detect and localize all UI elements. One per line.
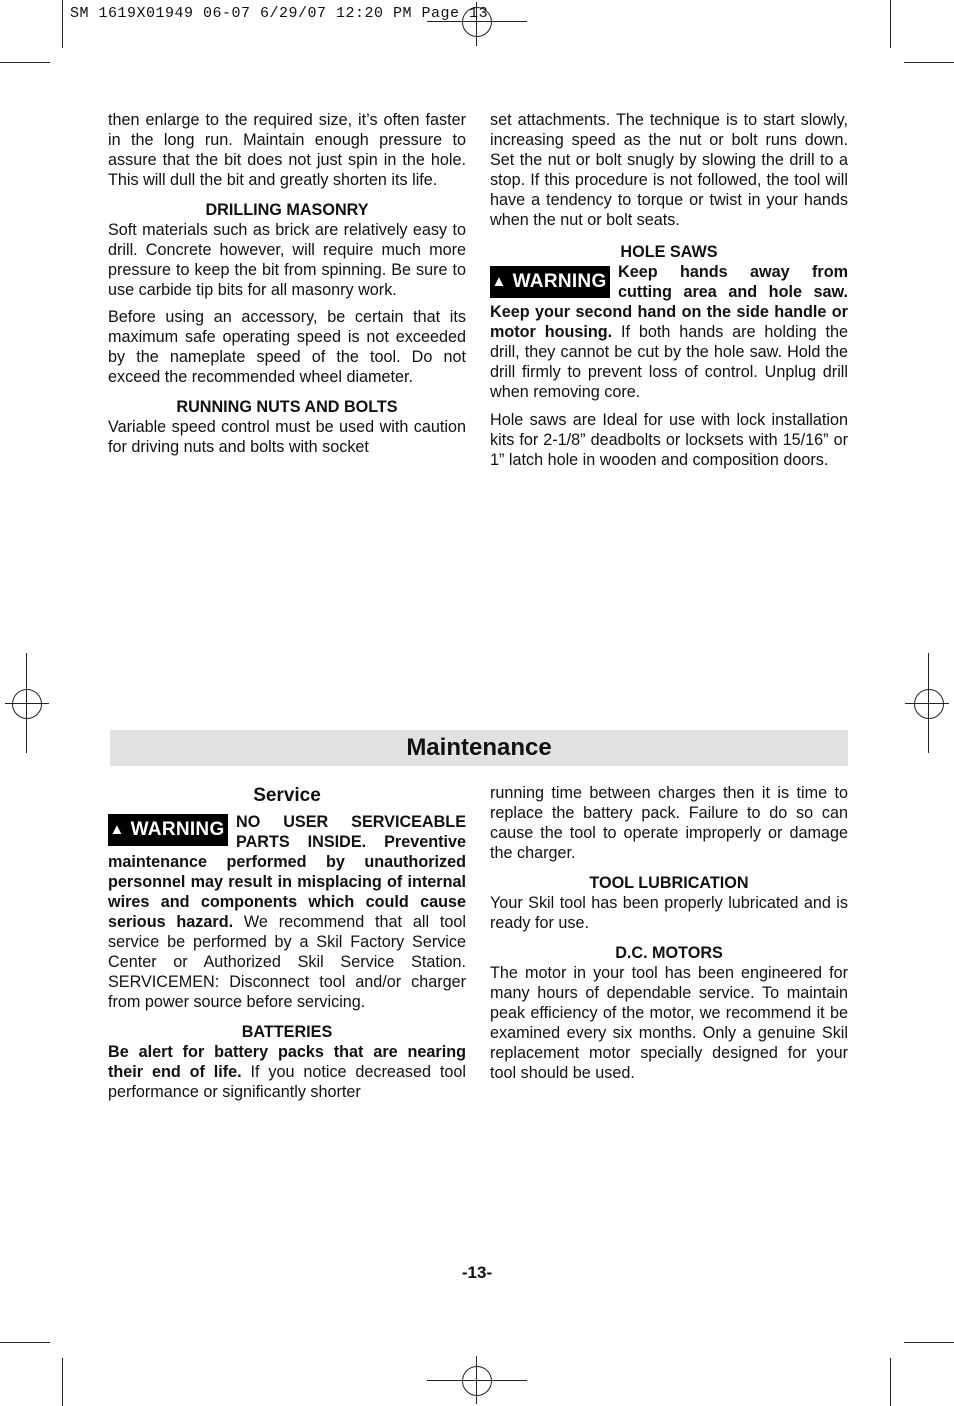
- dc-motors-paragraph: The motor in your tool has been engineered for many hours of dependable service. To maintain peak efficiency of the motor, we recommend it be examined every six months. Only a genuine Skil replacement motor specially designed for your tool should be used.: [490, 964, 848, 1082]
- warning-triangle-icon: ▲: [109, 821, 125, 838]
- bottom-right-column: [490, 783, 848, 1090]
- bottom-left-column: [108, 784, 466, 1109]
- service-warning-bold: NO USER SERVICEABLE PARTS INSIDE. Preventive maintenance performed by unauthorized personnel may result in misplacing of internal wires and components which could cause serious hazard.: [108, 813, 466, 931]
- nuts-continued-paragraph: set attachments. The technique is to start slowly, increasing speed as the nut or bolt runs down. Set the nut or bolt snugly by slowing the drill to a stop. If this procedure is not followed, the tool will have a tendency to torque or twist in your hands when the nut or bolt seats.: [490, 111, 848, 229]
- crop-mark: [904, 1342, 954, 1343]
- tool-lubrication-heading: TOOL LUBRICATION: [589, 874, 749, 892]
- drilling-masonry-heading: DRILLING MASONRY: [205, 201, 369, 219]
- warning-badge: [108, 814, 228, 846]
- crop-mark: [890, 1358, 891, 1406]
- crop-mark: [0, 62, 50, 63]
- hole-saws-usage-paragraph: Hole saws are Ideal for use with lock installation kits for 2-1/8” deadbolts or locksets with 15/16” or 1” latch hole in wooden and composition doors.: [490, 411, 848, 469]
- batteries-paragraph: [108, 1042, 466, 1102]
- top-right-column: [490, 110, 848, 477]
- batteries-text: If you notice decreased tool performance or significantly shorter: [108, 1063, 466, 1101]
- print-slug: SM 1619X01949 06-07 6/29/07 12:20 PM Page 13: [70, 5, 489, 22]
- batteries-continued-paragraph: running time between charges then it is time to replace the battery pack. Failure to do so can cause the tool to operate improperly or damage the charger.: [490, 784, 848, 862]
- warning-badge: [490, 266, 610, 298]
- running-nuts-heading: RUNNING NUTS AND BOLTS: [176, 398, 398, 416]
- crop-mark: [62, 1358, 63, 1406]
- warning-label: WARNING: [130, 819, 225, 840]
- intro-paragraph: then enlarge to the required size, it’s often faster in the long run. Maintain enough pressure to assure that the bit does not just spin in the hole. This will dull the bit and greatly shorten its life.: [108, 111, 466, 189]
- registration-circle-icon: [462, 1366, 492, 1396]
- warning-label: WARNING: [512, 271, 607, 292]
- batteries-bold: Be alert for battery packs that are nearing their end of life.: [108, 1043, 466, 1081]
- hole-saws-heading: HOLE SAWS: [620, 243, 718, 261]
- service-warning-text: We recommend that all tool service be performed by a Skil Factory Service Center or Authorized Skil Service Station. SERVICEMEN: Disconnect tool and/or charger from power source before servicing.: [108, 913, 466, 1011]
- warning-triangle-icon: ▲: [491, 273, 507, 290]
- crop-mark: [904, 62, 954, 63]
- masonry-paragraph: Soft materials such as brick are relatively easy to drill. Concrete however, will require much more pressure to keep the bit from spinning. Be sure to use carbide tip bits for all masonry work.: [108, 221, 466, 299]
- page-number: -13-: [461, 1263, 493, 1282]
- nuts-paragraph: Variable speed control must be used with caution for driving nuts and bolts with socket: [108, 418, 466, 456]
- accessory-paragraph: Before using an accessory, be certain that its maximum safe operating speed is not exceeded by the nameplate speed of the tool. Do not exceed the recommended wheel diameter.: [108, 308, 466, 386]
- crop-mark: [0, 1342, 50, 1343]
- tool-lubrication-paragraph: Your Skil tool has been properly lubricated and is ready for use.: [490, 894, 848, 932]
- crop-mark: [890, 0, 891, 48]
- maintenance-banner: Maintenance: [110, 730, 848, 766]
- batteries-heading: BATTERIES: [241, 1023, 333, 1041]
- registration-circle-icon: [12, 689, 42, 719]
- service-warning-paragraph: [108, 812, 466, 1012]
- registration-circle-icon: [914, 689, 944, 719]
- dc-motors-heading: D.C. MOTORS: [615, 944, 723, 962]
- hole-saws-warning-text: If both hands are holding the drill, they cannot be cut by the hole saw. Hold the drill firmly to prevent loss of control. Unplug drill when removing core.: [490, 323, 848, 401]
- hole-saws-warning-bold: Keep hands away from cutting area and hole saw. Keep your second hand on the side handle or motor housing.: [490, 263, 848, 341]
- crop-mark: [62, 0, 63, 48]
- hole-saws-warning-paragraph: [490, 262, 848, 402]
- top-left-column: [108, 110, 466, 464]
- service-heading: Service: [253, 785, 321, 806]
